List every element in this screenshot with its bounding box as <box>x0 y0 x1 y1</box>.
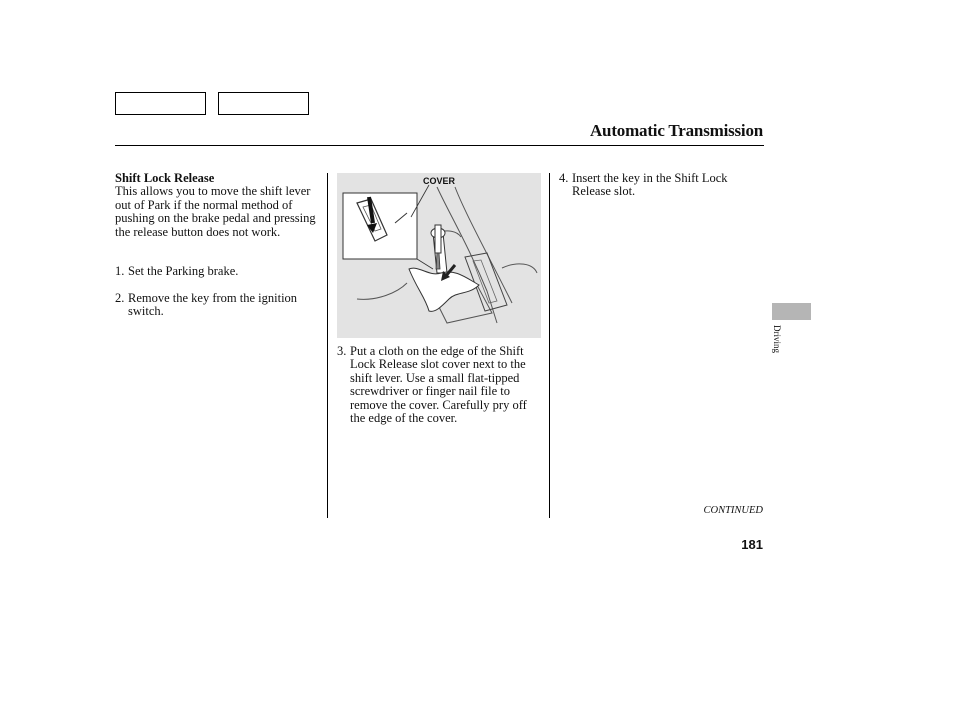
step-4 <box>559 172 759 199</box>
intro-paragraph: This allows you to move the shift lever out of Park if the normal method of pushing on the brake pedal and pressing the release button does not work. <box>115 184 316 239</box>
column-1 <box>115 172 320 239</box>
column-divider <box>327 173 328 518</box>
column-divider <box>549 173 550 518</box>
subsection-heading: Shift Lock Release <box>115 171 215 185</box>
step-1 <box>115 265 320 278</box>
section-title: Automatic Transmission <box>589 121 763 140</box>
step-number: 3. <box>337 344 347 358</box>
shift-lever-illustration <box>337 173 541 338</box>
continued-label: CONTINUED <box>703 505 763 516</box>
step-text: Remove the key from the ignition switch. <box>128 291 298 319</box>
nav-button-previous[interactable] <box>115 92 206 115</box>
step-number: 2. <box>115 291 125 305</box>
nav-button-next[interactable] <box>218 92 309 115</box>
chapter-tab-label: Driving <box>772 325 782 353</box>
step-number: 4. <box>559 171 569 185</box>
step-text: Put a cloth on the edge of the Shift Lock Release slot cover next to the shift lever. Use a small flat-tipped screwdriver or finger nail file to remove the cover. Carefully pry off the edge of the cover. <box>350 344 527 426</box>
title-rule <box>115 145 764 146</box>
step-text: Set the Parking brake. <box>128 264 239 278</box>
step-number: 1. <box>115 264 125 278</box>
chapter-tab[interactable] <box>772 303 811 320</box>
page-number: 181 <box>741 537 763 552</box>
shift-lever-drawing <box>337 173 541 338</box>
step-2 <box>115 292 320 319</box>
step-3 <box>337 345 545 425</box>
figure-label-cover: COVER <box>423 176 456 186</box>
step-text: Insert the key in the Shift Lock Release slot. <box>572 171 728 199</box>
